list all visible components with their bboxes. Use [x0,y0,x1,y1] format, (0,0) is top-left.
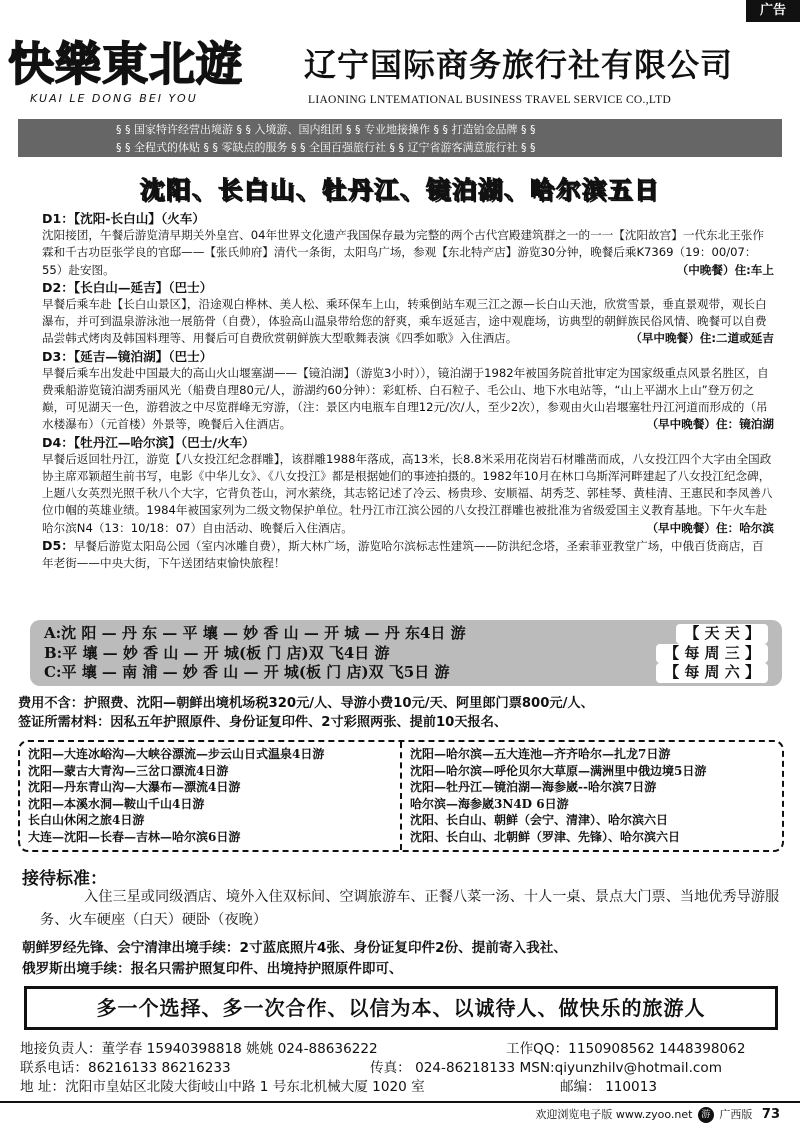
contact-row [20,1078,790,1097]
list-item: 沈阳、长白山、朝鲜（会宁、清津）、哈尔滨六日 [410,813,669,828]
brand-logo: 快樂東北遊 [8,37,243,91]
list-item: 沈阳—牡丹江—镜泊湖—海参崴--哈尔滨7日游 [410,780,657,795]
exit-procedures [22,938,792,980]
service-standard-title: 接待标准： [22,869,107,889]
day-2-meals: （早中晚餐）住:二道或延吉 [630,331,774,346]
day-3-heading: D3：【延吉—镜泊湖】（巴士） [42,348,213,364]
contact-info [20,1040,790,1097]
day-1-text: 沈阳接团，午餐后游览清早期关外皇宫、04年世界文化遗产我国保存最为完整的两个古代宫殿建筑群之一的一一【沈阳故宫】一代东北王张作霖和千古功臣张学良的官邸——【张氏帅府】清代一条街，太阳鸟广场，参观【东北特产店】游览30分钟，晚餐后乘K7369（19：00/07：55）赴安图。 [42,228,764,277]
list-item: 沈阳—哈尔滨—五大连池—齐齐哈尔—扎龙7日游 [410,747,671,761]
day-1-meals: （中晚餐）住:车上 [676,262,774,277]
fees-info [18,694,788,732]
list-item: 长白山休闲之旅4日游 [28,813,145,828]
day-3-text: 早餐后乘车出发赴中国最大的高山火山堰塞湖——【镜泊湖】（游览3小时）），镜泊湖于1982年被国务院首批审定为国家级重点风景名胜区，自费乘船游览镜泊湖秀丽风光（船费自理80元/人，游湖约60分钟）：彩虹桥、白石粒子、毛公山、地下水电站等，“山上平湖水上山”登万仞之巅，可见湖天一色，游碧波之中尽览群峰无穷游，（注：景区内电瓶车自理12元/次/人，至少2次），参观由火山岩堰塞牡丹江河道而形成的（吊水楼瀑布）（元首楼）外景等，晚餐后入住酒店。 [42,365,769,432]
fees-excluded: 费用不含：护照费、沈阳—朝鲜出境机场税320元/人、导游小费10元/天、阿里郎门票800元/人、 [18,696,594,711]
day-4-text: 早餐后返回牡丹江，游览【八女投江纪念群雕】，该群雕1988年落成，高13米，长8.8米采用花岗岩石材雕凿而成，八女投江四个大字由全国政协主席邓颖超生前书写，电影《中华儿女》、《八女投江》都是根据她们的事迹拍摄的。1982年10月在林口乌斯浑河畔建起了八女投江纪念碑，上题八女英烈光照千秋八个大字，它背负苍山，河水萦绕，其志铭记述了冷云、杨贵珍、安顺福、胡秀芝、郭桂琴、黄桂清、王惠民和李凤善八位巾帼的英雄业绩。1984年被国家列为二级文物保护单位。牡丹江市江滨公园的八女投江群雕也被批准为省级爱国主义教育基地。下午火车赴哈尔滨N4（13：10/18：07）自由活动、晚餐后入住酒店。 [42,451,773,535]
company-name-cn: 辽宁国际商务旅行社有限公司 [304,46,734,84]
korea-exit-procedure: 朝鲜罗经先锋、会宁清津出境手续：2寸蓝底照片4张、身份证复印件2份、提前寄入我社、 [22,940,567,956]
publisher-logo-icon: 游 [698,1107,714,1123]
package-route: A:沈 阳 — 丹 东 — 平 壤 — 妙 香 山 — 开 城 — 丹 东4日 游 [44,624,466,642]
day-5-body [42,537,774,572]
package-row [44,663,768,683]
day-2-body [42,296,774,348]
day-2-text: 早餐后乘车赴【长白山景区】，沿途观白桦林、美人松、乘环保车上山，转乘倒站车观三江之源—长白山天池，欣赏雪景，垂直景观带，观长白瀑布，并可到温泉游泳池一展筋骨（自费），体验高山温泉带给您的舒爽，乘车返延吉，途中观鹿场，访典型的朝鲜族民俗风情、晚餐可以自费品尝韩式烤肉及韩国料理等、用餐后可自费欣赏朝鲜族大型歌舞表演《四季如歌》入住酒店。 [42,297,767,346]
brand-logo-pinyin: KUAI LE DONG BEI YOU [30,92,198,105]
list-item: 沈阳—丹东青山沟—大瀑布—漂流4日游 [28,780,241,795]
visa-materials: 签证所需材料：因私五年护照原件、身份证复印件、2寸彩照两张、提前10天报名、 [18,715,508,730]
ad-tag: 广告 [746,0,800,22]
day-5-heading: D5： [42,537,74,553]
day-3-meals: （早中晚餐）住：镜泊湖 [646,417,774,432]
footer-divider [0,1101,800,1103]
russia-exit-procedure: 俄罗斯出境手续：报名只需护照复印件、出境持护照原件即可、 [22,961,403,977]
package-route: C:平 壤 — 南 浦 — 妙 香 山 — 开 城(板 门 店)双 飞5日 游 [44,663,450,681]
day-5-text: 早餐后游览太阳岛公园（室内冰雕自费），斯大林广场，游览哈尔滨标志性建筑——防洪纪念塔，圣索菲亚教堂广场，中俄百货商店，百年老街——中央大街，下午送团结束愉快旅程！ [42,538,764,571]
local-contact: 地接负责人：董学春 15940398818 姚姚 024-88636222 [20,1041,378,1057]
service-standard-text: 入住三星或同级酒店、境外入住双标间、空调旅游车、正餐八菜一汤、十人一桌、景点大门票、当地优秀导游服务、火车硬座（白天）硬卧（夜晚） [40,889,780,928]
itinerary [42,210,774,572]
day-1-heading: D1：【沈阳-长白山】（火车） [42,211,205,226]
package-frequency: 【 每 周 三 】 [656,644,768,664]
package-route: B:平 壤 — 妙 香 山 — 开 城(板 门 店)双 飞4日 游 [44,643,390,662]
work-qq: 工作QQ：1150908562 1448398062 [506,1041,746,1057]
other-routes-left [20,742,400,850]
package-row [44,624,768,644]
package-frequency: 【 天 天 】 [676,624,768,644]
list-item: 沈阳—哈尔滨—呼伦贝尔大草原—满洲里中俄边境5日游 [410,763,707,778]
company-name-en: LIAONING LNTEMATIONAL BUSINESS TRAVEL SERVICE CO.,LTD [308,94,672,106]
day-1-body [42,227,774,279]
slogan-line-1: § § 国家特许经营出境游 § § 入境游、国内组团 § § 专业地接操作 § § 打造铂金品牌 § § [116,123,536,136]
page-number: 73 [761,1107,780,1122]
day-4-heading: D4：【牡丹江—哈尔滨】（巴士/火车） [42,434,255,450]
slogan-line-2: § § 全程式的体贴 § § 零缺点的服务 § § 全国百强旅行社 § § 辽宁省游客满意旅行社 § § [116,141,536,154]
contact-row [20,1040,790,1059]
other-routes-right [400,742,782,850]
day-4-meals: （早中晚餐）住：哈尔滨 [646,520,774,535]
list-item: 大连—沈阳—长春—吉林—哈尔滨6日游 [28,829,241,844]
phone: 联系电话：86216133 86216233 [20,1060,231,1076]
day-2-heading: D2：【长白山—延吉】（巴士） [42,279,213,295]
other-routes-box [18,740,784,852]
list-item: 沈阳—大连冰峪沟—大峡谷漂流—步云山日式温泉4日游 [28,747,325,761]
postcode: 邮编： 110013 [560,1079,657,1095]
address: 地 址：沈阳市皇姑区北陵大街岐山中路 1 号东北机械大厦 1020 室 [20,1079,425,1095]
package-row [44,644,768,664]
edition-label: 广西版 [719,1108,753,1121]
list-item: 哈尔滨—海参崴3N4D 6日游 [410,796,569,811]
day-3-body [42,365,774,434]
footer [535,1106,780,1123]
korea-packages [30,620,782,686]
list-item: 沈阳—本溪水洞—鞍山千山4日游 [28,796,205,811]
package-frequency: 【 每 周 六 】 [656,663,768,683]
contact-row [20,1059,790,1078]
header [8,22,792,118]
fax-msn: 传真： 024-86218133 MSN:qiyunzhilv@hotmail.com [370,1060,722,1076]
day-4-body [42,451,774,537]
site-url: 欢迎浏览电子版 www.zyoo.net [535,1108,693,1121]
list-item: 沈阳—蒙古大青沟—三岔口漂流4日游 [28,763,229,778]
route-title: 沈阳、长白山、牡丹江、镜泊湖、哈尔滨五日 [140,175,660,204]
motto-banner: 多一个选择、多一次合作、以信为本、以诚待人、做快乐的旅游人 [24,986,778,1030]
list-item: 沈阳、长白山、北朝鲜（罗津、先锋）、哈尔滨六日 [410,829,681,844]
slogan-band [18,119,782,157]
